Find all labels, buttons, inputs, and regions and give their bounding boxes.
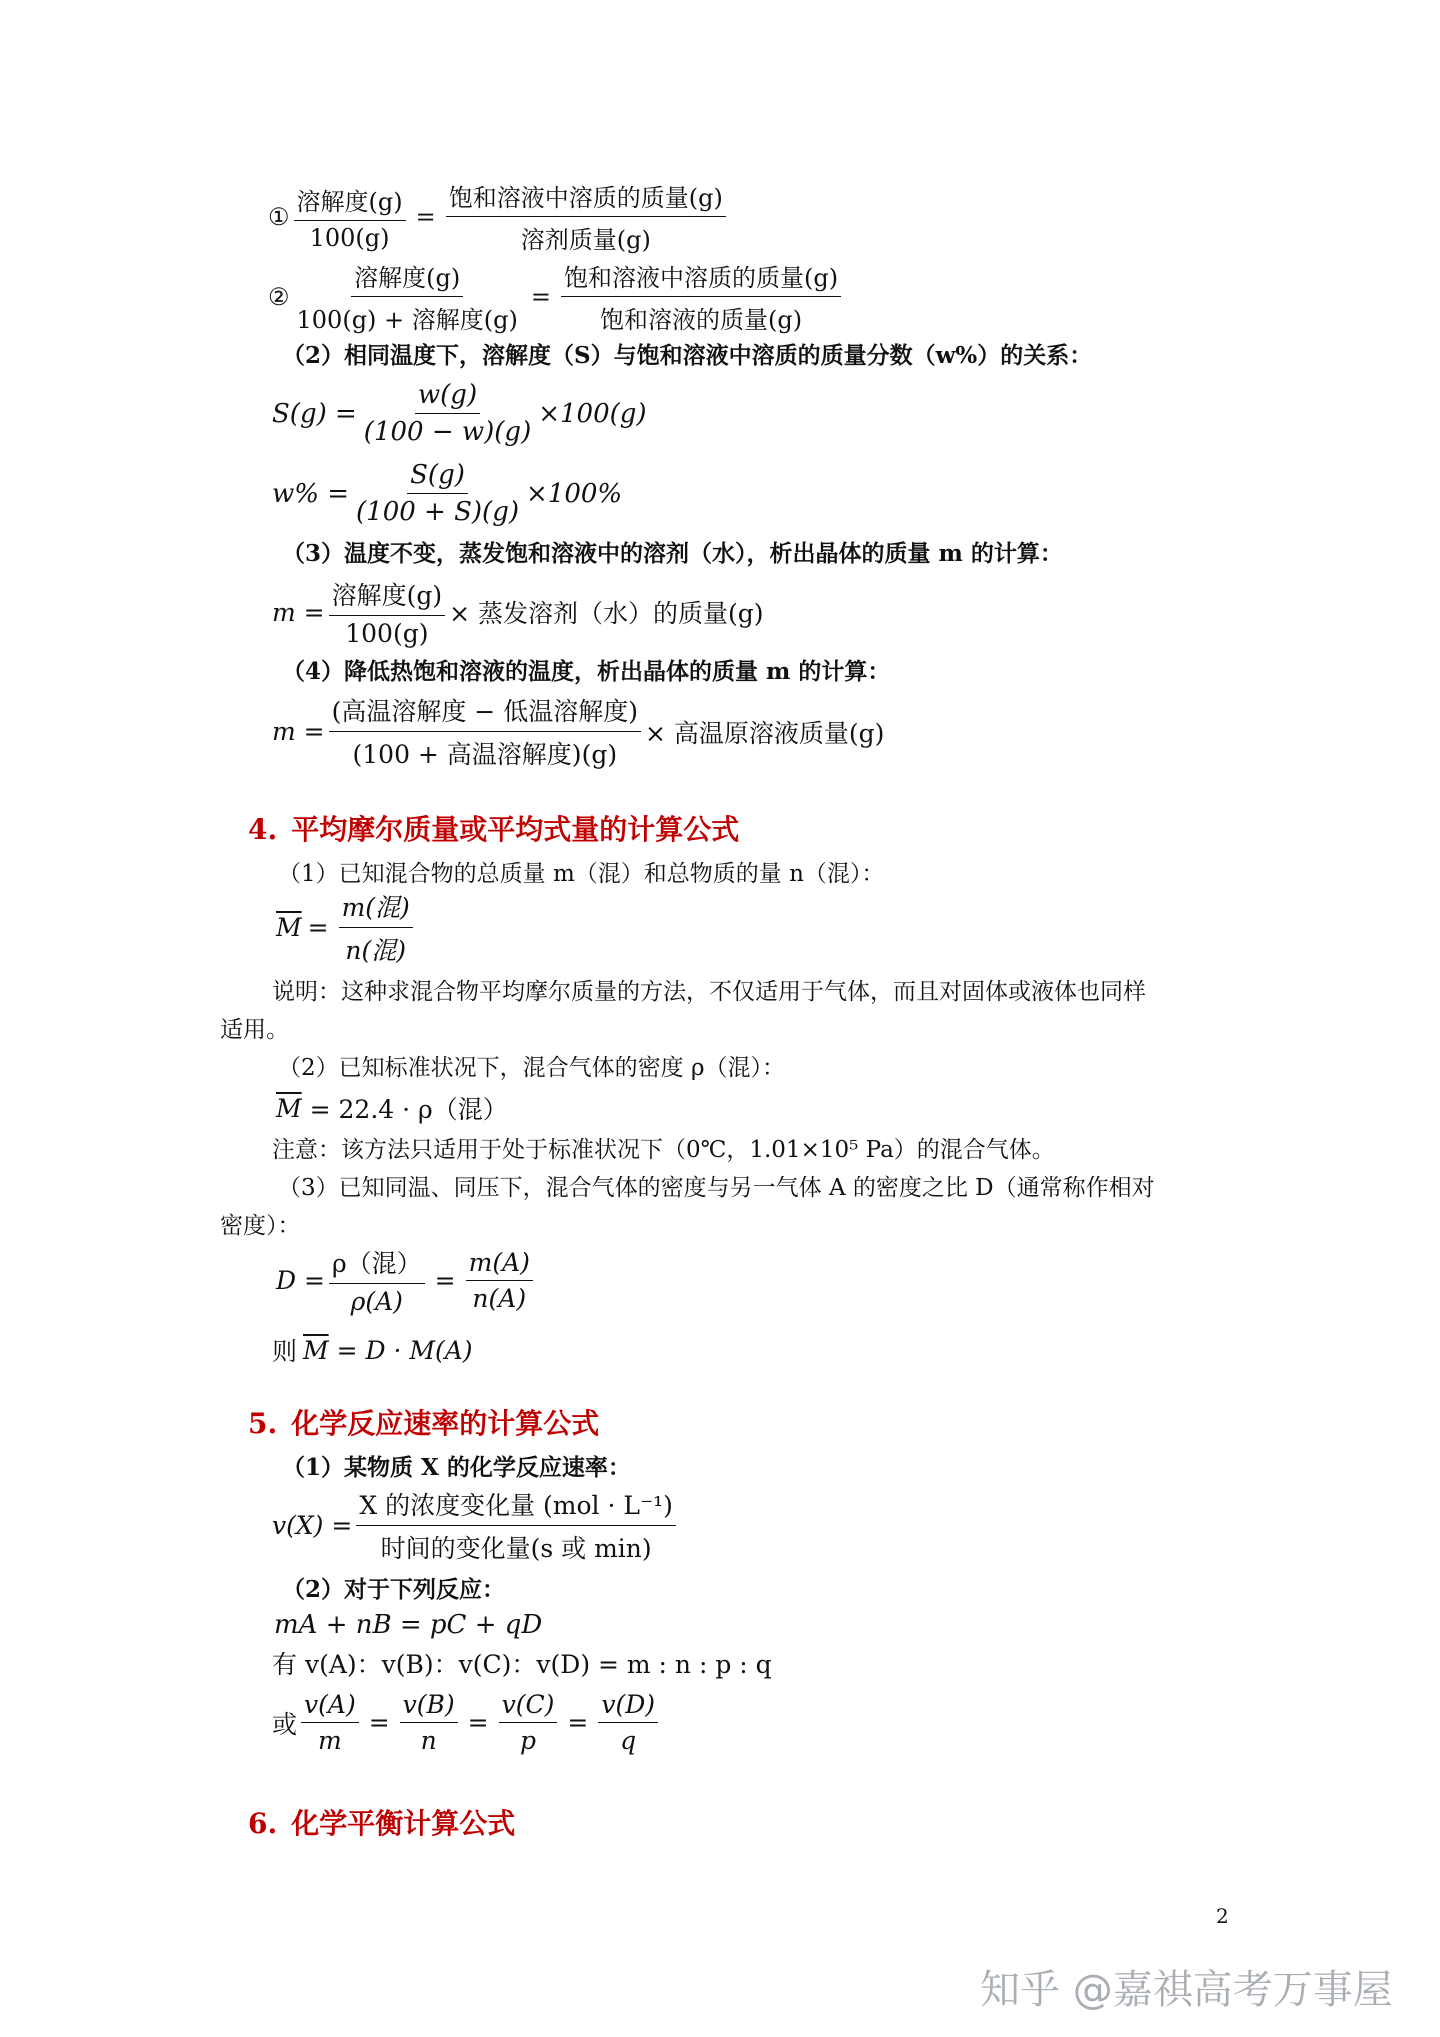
numerator: ρ（混） <box>329 1244 425 1284</box>
formula-rhs: = D · M(A) <box>336 1335 473 1365</box>
fraction <box>361 380 534 447</box>
formula-rhs: = 22.4 · ρ（混） <box>309 1095 508 1124</box>
numerator: S(g) <box>407 460 468 494</box>
subsection-label: （1） <box>282 1454 345 1481</box>
denominator: 溶剂质量(g) <box>520 226 651 254</box>
denominator: 时间的变化量(s 或 min) <box>380 1534 652 1563</box>
numerator: 溶解度(g) <box>329 576 446 616</box>
numerator: v(A) <box>301 1690 359 1723</box>
equals: = <box>530 282 551 311</box>
subsection-text: 降低热饱和溶液的温度，析出晶体的质量 m 的计算： <box>344 658 891 685</box>
denominator: n(A) <box>472 1283 527 1313</box>
subsection-text: 温度不变，蒸发饱和溶液中的溶剂（水），析出晶体的质量 m 的计算： <box>344 540 1063 567</box>
numerator: 溶解度(g) <box>294 182 406 221</box>
denominator: n <box>420 1726 437 1755</box>
numerator: X 的浓度变化量 (mol · L⁻¹) <box>356 1486 676 1526</box>
section-heading-6 <box>248 1806 515 1842</box>
section-title: 化学反应速率的计算公式 <box>291 1407 600 1440</box>
circled-mark: ① <box>268 202 290 231</box>
denominator: 饱和溶液的质量(g) <box>599 306 803 334</box>
fraction <box>598 1690 658 1755</box>
section-number: 5. <box>248 1407 278 1440</box>
fraction <box>294 258 521 335</box>
equals: = <box>307 913 329 942</box>
formula-lhs: m = <box>272 597 325 627</box>
fraction <box>329 1244 425 1316</box>
subsection-label: （3） <box>282 540 345 567</box>
paragraph: （3）已知同温、同压下，混合气体的密度与另一气体 A 的密度之比 D（通常称作相对 <box>278 1175 1155 1201</box>
fraction <box>356 1486 676 1565</box>
section-title: 化学平衡计算公式 <box>291 1807 516 1840</box>
fraction <box>301 1690 359 1755</box>
formula-lhs: $\overline{M}$ <box>276 913 302 942</box>
denominator: p <box>520 1726 537 1755</box>
formula-cooling <box>272 692 884 771</box>
denominator: (100 + S)(g) <box>356 497 519 527</box>
numerator: m(A) <box>466 1248 533 1281</box>
fraction <box>400 1690 458 1755</box>
denominator: n(混) <box>345 936 406 965</box>
formula-mean-from-d <box>272 1332 473 1368</box>
formula-lhs: $\overline{M}$ <box>303 1335 329 1365</box>
fraction <box>329 692 641 771</box>
equals: = <box>434 1265 456 1295</box>
denominator: m <box>318 1726 342 1755</box>
formula-tail: ×100% <box>526 478 623 509</box>
subsection-label: （4） <box>282 658 345 685</box>
paragraph: （1）已知混合物的总质量 m（混）和总物质的量 n（混）： <box>278 861 885 887</box>
subsection-label: （2） <box>282 1576 345 1603</box>
subsection-5-2 <box>282 1574 505 1606</box>
formula-solubility-2 <box>268 258 845 335</box>
paragraph: 说明：这种求混合物平均摩尔质量的方法，不仅适用于气体，而且对固体或液体也同样 <box>272 979 1146 1005</box>
rate-ratio: 有 v(A)：v(B)：v(C)：v(D) = m : n : p : q <box>272 1650 772 1679</box>
denominator: 100(g) <box>345 619 429 648</box>
formula-s-from-w <box>272 380 647 447</box>
subsection-2 <box>282 340 1092 372</box>
subsection-text: 某物质 X 的化学反应速率： <box>344 1454 631 1481</box>
fraction <box>339 888 413 967</box>
numerator: v(C) <box>499 1690 558 1723</box>
subsection-5-1 <box>282 1452 631 1484</box>
numerator: 饱和溶液中溶质的质量(g) <box>446 178 726 217</box>
fraction <box>499 1690 558 1755</box>
paragraph: 适用。 <box>220 1017 289 1043</box>
numerator: 溶解度(g) <box>351 258 463 297</box>
watermark: 知乎 @嘉祺高考万事屋 <box>980 1967 1393 2013</box>
paragraph: 密度）： <box>220 1213 301 1239</box>
subsection-text: 相同温度下，溶解度（S）与饱和溶液中溶质的质量分数（w%）的关系： <box>344 342 1093 369</box>
equals: = <box>467 1708 489 1737</box>
denominator: (100 − w)(g) <box>363 417 532 447</box>
numerator: 饱和溶液中溶质的质量(g) <box>561 258 841 297</box>
section-heading-4 <box>248 812 739 848</box>
fraction <box>561 258 841 335</box>
equals: = <box>567 1708 589 1737</box>
formula-tail: × 蒸发溶剂（水）的质量(g) <box>449 599 764 628</box>
formula-mean-molar-mass <box>276 888 417 967</box>
denominator: q <box>620 1726 637 1755</box>
numerator: (高温溶解度 − 低温溶解度) <box>329 692 641 732</box>
formula-density <box>276 1090 508 1126</box>
subsection-4 <box>282 656 890 688</box>
formula-lhs: $\overline{M}$ <box>276 1093 302 1123</box>
formula-reaction-rate <box>272 1486 680 1565</box>
formula-lhs: w% = <box>272 478 350 509</box>
denominator: 100(g) + 溶解度(g) <box>296 306 518 334</box>
section-number: 4. <box>248 813 278 846</box>
fraction <box>466 1248 533 1313</box>
page-number: 2 <box>1216 1904 1229 1928</box>
formula-prefix: 则 <box>272 1337 298 1366</box>
paragraph: 注意：该方法只适用于处于标准状况下（0℃，1.01×10⁵ Pa）的混合气体。 <box>272 1137 1055 1163</box>
denominator: 100(g) <box>309 223 390 252</box>
formula-tail: × 高温原溶液质量(g) <box>644 718 885 748</box>
formula-lhs: m = <box>272 717 325 746</box>
section-number: 6. <box>248 1807 278 1840</box>
subsection-3 <box>282 538 1063 570</box>
numerator: v(D) <box>598 1690 658 1723</box>
formula-lhs: v(X) = <box>272 1511 353 1540</box>
denominator: (100 + 高温溶解度)(g) <box>352 740 618 769</box>
fraction <box>353 460 522 527</box>
formula-tail: ×100(g) <box>538 398 647 429</box>
fraction <box>294 182 406 252</box>
formula-w-from-s <box>272 460 622 527</box>
subsection-text: 对于下列反应： <box>344 1576 506 1603</box>
formula-prefix: 或 <box>272 1709 298 1739</box>
paragraph: （2）已知标准状况下，混合气体的密度 ρ（混）： <box>278 1055 785 1081</box>
formula-evaporation <box>272 576 764 648</box>
circled-mark: ② <box>268 282 290 311</box>
reaction-equation: mA + nB = pC + qD <box>274 1610 543 1640</box>
formula-solubility-1 <box>268 178 730 255</box>
numerator: v(B) <box>400 1690 458 1723</box>
subsection-label: （2） <box>282 342 345 369</box>
formula-relative-density <box>276 1244 537 1316</box>
fraction <box>446 178 726 255</box>
section-heading-5 <box>248 1406 599 1442</box>
fraction <box>329 576 446 648</box>
formula-rate-equality <box>272 1690 662 1755</box>
numerator: m(混) <box>339 888 413 928</box>
denominator: ρ(A) <box>350 1287 403 1316</box>
equals: = <box>415 202 436 231</box>
equals: = <box>368 1708 390 1737</box>
formula-lhs: S(g) = <box>272 398 357 429</box>
formula-lhs: D = <box>276 1265 325 1295</box>
section-title: 平均摩尔质量或平均式量的计算公式 <box>291 813 740 846</box>
numerator: w(g) <box>415 380 480 414</box>
